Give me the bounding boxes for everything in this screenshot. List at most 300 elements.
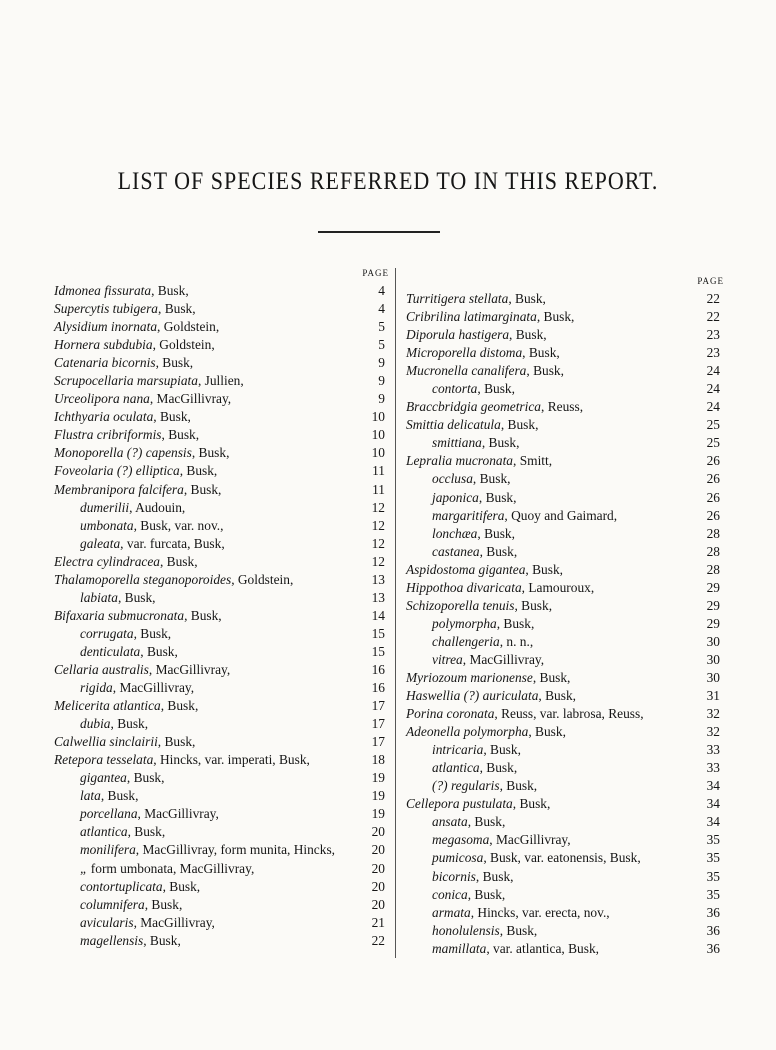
- page-number: 28: [706, 543, 720, 559]
- species-authority: , Busk,: [479, 543, 518, 559]
- page-number: 24: [706, 363, 720, 379]
- species-entry: [406, 940, 724, 958]
- page-number: 21: [371, 914, 385, 930]
- species-epithet: „: [80, 860, 88, 876]
- species-epithet: Porina coronata: [406, 706, 495, 722]
- species-name: [406, 452, 552, 470]
- page-number: 33: [706, 742, 720, 758]
- species-epithet: occlusa: [432, 471, 473, 487]
- species-name: [80, 715, 148, 733]
- species-name: [432, 434, 519, 452]
- species-authority: , Busk,: [499, 922, 538, 938]
- species-entry: [54, 860, 389, 878]
- species-epithet: Diporula hastigera: [406, 327, 510, 343]
- species-entry: [406, 795, 724, 813]
- species-entry: [54, 679, 389, 697]
- species-authority: , Busk,: [525, 561, 563, 577]
- species-name: [432, 813, 505, 831]
- species-epithet: Ichthyaria oculata: [54, 409, 154, 425]
- page-number: 12: [371, 553, 385, 569]
- species-column-left: [54, 268, 389, 950]
- species-name: [80, 823, 165, 841]
- species-epithet: margaritifera: [432, 507, 505, 523]
- species-name: [54, 481, 221, 499]
- species-name: [432, 651, 544, 669]
- species-authority: , Busk,: [483, 742, 521, 758]
- species-epithet: conica: [432, 886, 468, 902]
- species-entry: [406, 308, 724, 326]
- species-epithet: Electra cylindracea: [54, 553, 160, 569]
- species-entry: [406, 507, 724, 525]
- species-entry: [406, 416, 724, 434]
- species-entry: [54, 282, 389, 300]
- species-epithet: Scrupocellaria marsupiata: [54, 373, 198, 389]
- species-name: [406, 561, 563, 579]
- species-epithet: contortuplicata: [80, 878, 163, 894]
- species-authority: , Busk, var. eatonensis, Busk,: [483, 850, 641, 866]
- species-entry: [406, 326, 724, 344]
- page-number: 20: [371, 896, 385, 912]
- page-number: 12: [371, 535, 385, 551]
- species-entry: [54, 823, 389, 841]
- species-entry: [54, 914, 389, 932]
- species-epithet: umbonata: [80, 517, 134, 533]
- species-epithet: atlantica: [432, 760, 480, 776]
- species-entry: [54, 336, 389, 354]
- species-name: [406, 687, 576, 705]
- species-authority: , Goldstein,: [152, 337, 215, 353]
- species-name: [80, 878, 200, 896]
- species-entry: [54, 607, 389, 625]
- species-name: [54, 318, 219, 336]
- species-epithet: Turritigera stellata: [406, 291, 509, 306]
- species-authority: , Goldstein,: [157, 319, 220, 335]
- page-number: 30: [706, 633, 720, 649]
- page-number: 16: [371, 680, 385, 696]
- species-epithet: avicularis: [80, 914, 134, 930]
- species-entry: [54, 571, 389, 589]
- species-entry: [406, 452, 724, 470]
- page-number: 35: [706, 868, 720, 884]
- page-number: 15: [371, 625, 385, 641]
- species-epithet: magellensis: [80, 932, 144, 948]
- species-entry: [54, 841, 389, 859]
- species-epithet: Lepralia mucronata: [406, 453, 514, 469]
- species-name: [406, 705, 644, 723]
- page-number: 20: [371, 878, 385, 894]
- page-number: 13: [371, 589, 385, 605]
- title-rule: [318, 231, 440, 233]
- page-number: 34: [706, 814, 720, 830]
- page-number: 35: [706, 832, 720, 848]
- species-entry: [54, 769, 389, 787]
- species-authority: , Busk,: [538, 688, 576, 704]
- species-authority: , Busk,: [110, 716, 149, 732]
- species-epithet: rigida: [80, 680, 113, 696]
- page-title: LIST OF SPECIES REFERRED TO IN THIS REPORT.: [117, 166, 659, 195]
- page-number: 34: [706, 796, 720, 812]
- species-name: [54, 444, 229, 462]
- species-name: [432, 470, 510, 488]
- page-number: 29: [706, 597, 720, 613]
- species-entry: [54, 390, 389, 408]
- species-name: [54, 300, 196, 318]
- species-epithet: gigantea: [80, 770, 127, 786]
- species-entry: [406, 434, 724, 452]
- species-authority: , Busk,: [161, 427, 200, 443]
- species-entry: [54, 444, 389, 462]
- species-epithet: dubia: [80, 716, 111, 732]
- species-epithet: Cellepora pustulata: [406, 796, 513, 812]
- species-entry: [54, 932, 389, 950]
- species-entry: [406, 922, 724, 940]
- species-entry: [54, 354, 389, 372]
- page-number: 22: [371, 932, 385, 948]
- species-epithet: Mucronella canalifera: [406, 363, 527, 379]
- species-authority: , Busk,: [509, 327, 547, 343]
- species-list-left: [54, 282, 389, 950]
- species-name: [432, 886, 505, 904]
- species-name: [406, 597, 552, 615]
- species-entry: [54, 589, 389, 607]
- species-entry: [406, 777, 724, 795]
- species-name: [406, 362, 564, 380]
- species-authority: , Busk,: [155, 355, 194, 371]
- species-epithet: Thalamoporella steganoporoides: [54, 571, 232, 587]
- species-authority: , MacGillivray,: [489, 832, 571, 848]
- species-epithet: vitrea: [432, 651, 463, 667]
- species-name: [432, 759, 517, 777]
- species-entry: [406, 398, 724, 416]
- species-name: [432, 633, 533, 651]
- species-epithet: dumerilii: [80, 499, 130, 515]
- species-name: [54, 661, 230, 679]
- species-entry: [406, 344, 724, 362]
- species-epithet: Membranipora falcifera: [54, 481, 184, 497]
- page-number: 33: [706, 760, 720, 776]
- species-authority: , Hincks, var. erecta, nov.,: [470, 904, 610, 920]
- species-epithet: Retepora tesselata: [54, 752, 154, 768]
- species-authority: , Busk,: [144, 896, 183, 912]
- species-authority: , Busk,: [162, 878, 201, 894]
- species-epithet: japonica: [432, 489, 479, 505]
- species-authority: , Busk,: [481, 435, 520, 451]
- species-authority: , Busk,: [536, 309, 575, 325]
- page-number: 25: [706, 417, 720, 433]
- species-epithet: Monoporella (?) capensis: [54, 445, 192, 461]
- species-name: [80, 787, 138, 805]
- page-number: 10: [371, 409, 385, 425]
- species-name: [406, 398, 583, 416]
- species-authority: , Busk,: [179, 463, 218, 479]
- page-number: 24: [706, 381, 720, 397]
- species-name: [54, 408, 191, 426]
- species-authority: , Busk,: [467, 814, 506, 830]
- species-authority: , Busk,: [526, 363, 564, 379]
- species-entry: [54, 517, 389, 535]
- species-name: [80, 535, 225, 553]
- species-epithet: lonchæa: [432, 525, 478, 541]
- page-number: 19: [371, 788, 385, 804]
- species-authority: , Busk,: [117, 589, 156, 605]
- page-number: 36: [706, 940, 720, 956]
- species-authority: , Lamouroux,: [521, 579, 595, 595]
- species-name: [406, 579, 594, 597]
- species-name: [54, 751, 310, 769]
- species-epithet: polymorpha: [432, 615, 497, 631]
- page-number: 5: [378, 319, 385, 335]
- species-authority: , var. atlantica, Busk,: [486, 940, 599, 956]
- species-authority: , Busk,: [467, 886, 506, 902]
- species-epithet: contorta: [432, 381, 478, 397]
- page-number: 26: [706, 489, 720, 505]
- page-number: 23: [706, 327, 720, 343]
- species-authority: , Busk,: [528, 724, 566, 740]
- species-entry: [406, 741, 724, 759]
- page-number: 35: [706, 850, 720, 866]
- species-name: [54, 697, 198, 715]
- page-number: 9: [378, 373, 385, 389]
- page-number: 10: [371, 427, 385, 443]
- species-epithet: galeata: [80, 535, 121, 551]
- species-epithet: Supercytis tubigera: [54, 301, 159, 317]
- page-number: 11: [372, 481, 385, 497]
- species-name: [54, 390, 231, 408]
- page-number: 18: [371, 752, 385, 768]
- species-epithet: Braccbridgia geometrica: [406, 399, 541, 415]
- species-entry: [406, 831, 724, 849]
- species-epithet: Catenaria bicornis: [54, 355, 156, 371]
- page-number: 11: [372, 463, 385, 479]
- page-number: 17: [371, 734, 385, 750]
- species-name: [54, 733, 195, 751]
- page-number: 23: [706, 345, 720, 361]
- page-number: 16: [371, 661, 385, 677]
- species-name: [80, 932, 181, 950]
- species-entry: [54, 462, 389, 480]
- species-authority: , MacGillivray,: [148, 661, 231, 677]
- species-name: [80, 679, 194, 697]
- page-number: 32: [706, 706, 720, 722]
- species-entry: [406, 290, 724, 308]
- species-authority: , Busk,: [475, 868, 514, 884]
- page-number: 17: [371, 698, 385, 714]
- species-name: [80, 499, 185, 517]
- page-number: 17: [371, 716, 385, 732]
- species-entry: [54, 625, 389, 643]
- page-number: 20: [371, 860, 385, 876]
- species-authority: , Busk,: [512, 796, 551, 812]
- species-epithet: castanea: [432, 543, 480, 559]
- page-number: 26: [706, 453, 720, 469]
- species-authority: , Busk,: [127, 824, 166, 840]
- species-entry: [54, 805, 389, 823]
- species-name: [432, 525, 515, 543]
- species-entry: [406, 615, 724, 633]
- species-epithet: monilifera: [80, 842, 136, 858]
- species-entry: [406, 543, 724, 561]
- species-list-right: [406, 290, 724, 958]
- species-epithet: pumicosa: [432, 850, 484, 866]
- species-name: [406, 669, 570, 687]
- species-epithet: intricaria: [432, 742, 484, 758]
- species-authority: , Busk,: [472, 471, 511, 487]
- species-authority: , var. furcata, Busk,: [120, 535, 225, 551]
- species-name: [80, 625, 171, 643]
- species-epithet: megasoma: [432, 832, 490, 848]
- species-entry: [54, 661, 389, 679]
- species-name: [432, 849, 641, 867]
- species-authority: , Busk,: [508, 291, 546, 306]
- species-name: [80, 643, 178, 661]
- species-epithet: challengeria: [432, 633, 500, 649]
- species-epithet: Flustra cribriformis: [54, 427, 162, 443]
- species-name: [432, 615, 534, 633]
- species-name: [80, 517, 223, 535]
- species-entry: [406, 669, 724, 687]
- species-authority: , Busk,: [477, 525, 515, 541]
- species-entry: [406, 868, 724, 886]
- species-epithet: Cellaria australis: [54, 661, 149, 677]
- species-entry: [54, 535, 389, 553]
- page-number: 26: [706, 471, 720, 487]
- page-number: 30: [706, 669, 720, 685]
- page-number: 34: [706, 778, 720, 794]
- species-epithet: lata: [80, 788, 101, 804]
- page-number: 12: [371, 499, 385, 515]
- page-number: 24: [706, 399, 720, 415]
- species-epithet: Aspidostoma gigantea: [406, 561, 526, 577]
- species-authority: , Goldstein,: [231, 571, 294, 587]
- species-authority: , n. n.,: [499, 633, 534, 649]
- species-entry: [406, 561, 724, 579]
- species-name: [54, 426, 199, 444]
- species-name: [406, 795, 550, 813]
- page-number: 10: [371, 445, 385, 461]
- page-number: 4: [378, 301, 385, 317]
- species-entry: [54, 408, 389, 426]
- species-authority: , Busk,: [514, 597, 553, 613]
- species-epithet: honolulensis: [432, 922, 500, 938]
- species-authority: , Hincks, var. imperati, Busk,: [153, 752, 310, 768]
- page-number: 20: [371, 824, 385, 840]
- species-epithet: Schizoporella tenuis: [406, 597, 515, 613]
- species-authority: , Busk,: [500, 417, 539, 433]
- species-entry: [406, 813, 724, 831]
- species-name: [406, 344, 560, 362]
- species-name: [80, 860, 254, 878]
- species-name: [54, 282, 189, 300]
- species-entry: [54, 318, 389, 336]
- species-epithet: Urceolipora nana: [54, 391, 150, 407]
- species-epithet: ansata: [432, 814, 468, 830]
- species-entry: [54, 697, 389, 715]
- species-entry: [406, 579, 724, 597]
- species-entry: [54, 787, 389, 805]
- species-authority: , Busk,: [153, 409, 191, 425]
- page-number: 19: [371, 806, 385, 822]
- species-authority: , Busk,: [126, 770, 165, 786]
- species-authority: , Busk,: [479, 760, 518, 776]
- species-entry: [54, 481, 389, 499]
- species-entry: [54, 553, 389, 571]
- species-entry: [54, 372, 389, 390]
- species-name: [54, 336, 215, 354]
- species-entry: [54, 300, 389, 318]
- species-entry: [406, 525, 724, 543]
- species-epithet: denticulata: [80, 643, 141, 659]
- species-authority: , Busk,: [133, 625, 172, 641]
- page-number: 36: [706, 904, 720, 920]
- species-name: [80, 589, 156, 607]
- page-number: 22: [706, 309, 720, 325]
- species-entry: [406, 904, 724, 922]
- species-name: [432, 831, 571, 849]
- species-entry: [406, 597, 724, 615]
- species-epithet: corrugata: [80, 625, 134, 641]
- species-epithet: Idmonea fissurata: [54, 283, 152, 298]
- column-divider: [395, 268, 396, 958]
- species-name: [432, 940, 599, 958]
- page-number: 15: [371, 643, 385, 659]
- species-name: [432, 543, 517, 561]
- species-name: [406, 308, 574, 326]
- species-entry: [406, 723, 724, 741]
- species-name: [54, 607, 222, 625]
- species-name: [54, 372, 244, 390]
- species-entry: [54, 715, 389, 733]
- species-authority: , Busk,: [151, 283, 189, 298]
- species-authority: , Jullien,: [197, 373, 244, 389]
- species-name: [406, 416, 538, 434]
- species-epithet: Myriozoum marionense: [406, 669, 533, 685]
- species-name: [80, 896, 182, 914]
- species-authority: , Busk,: [522, 345, 560, 361]
- species-authority: , MacGillivray,: [137, 806, 219, 822]
- species-epithet: columnifera: [80, 896, 145, 912]
- species-epithet: Melicerita atlantica: [54, 698, 161, 714]
- species-authority: , Busk,: [159, 553, 198, 569]
- species-epithet: Alysidium inornata: [54, 319, 158, 335]
- species-epithet: armata: [432, 904, 471, 920]
- species-authority: , Busk,: [478, 489, 517, 505]
- species-authority: , Busk,: [191, 445, 230, 461]
- species-authority: , MacGillivray, form munita, Hincks,: [135, 842, 336, 858]
- page-number: 12: [371, 517, 385, 533]
- species-authority: , Audouin,: [129, 499, 186, 515]
- species-name: [406, 326, 547, 344]
- species-entry: [406, 362, 724, 380]
- species-name: [54, 553, 198, 571]
- page-number: 26: [706, 507, 720, 523]
- species-authority: , Busk,: [183, 481, 222, 497]
- species-epithet: (?) regularis: [432, 778, 500, 794]
- species-epithet: Cribrilina latimarginata: [406, 309, 537, 325]
- page-number: 19: [371, 770, 385, 786]
- species-authority: , Busk,: [158, 301, 196, 317]
- species-name: [432, 507, 617, 525]
- species-name: [432, 489, 516, 507]
- species-authority: , Reuss, var. labrosa, Reuss,: [494, 706, 644, 722]
- species-entry: [406, 489, 724, 507]
- species-authority: , Busk,: [140, 643, 178, 659]
- species-column-right: [406, 268, 724, 958]
- species-entry: [54, 878, 389, 896]
- species-entry: [406, 849, 724, 867]
- species-authority: , Busk,: [532, 669, 571, 685]
- page-column-header: PAGE: [697, 276, 724, 286]
- species-name: [432, 922, 537, 940]
